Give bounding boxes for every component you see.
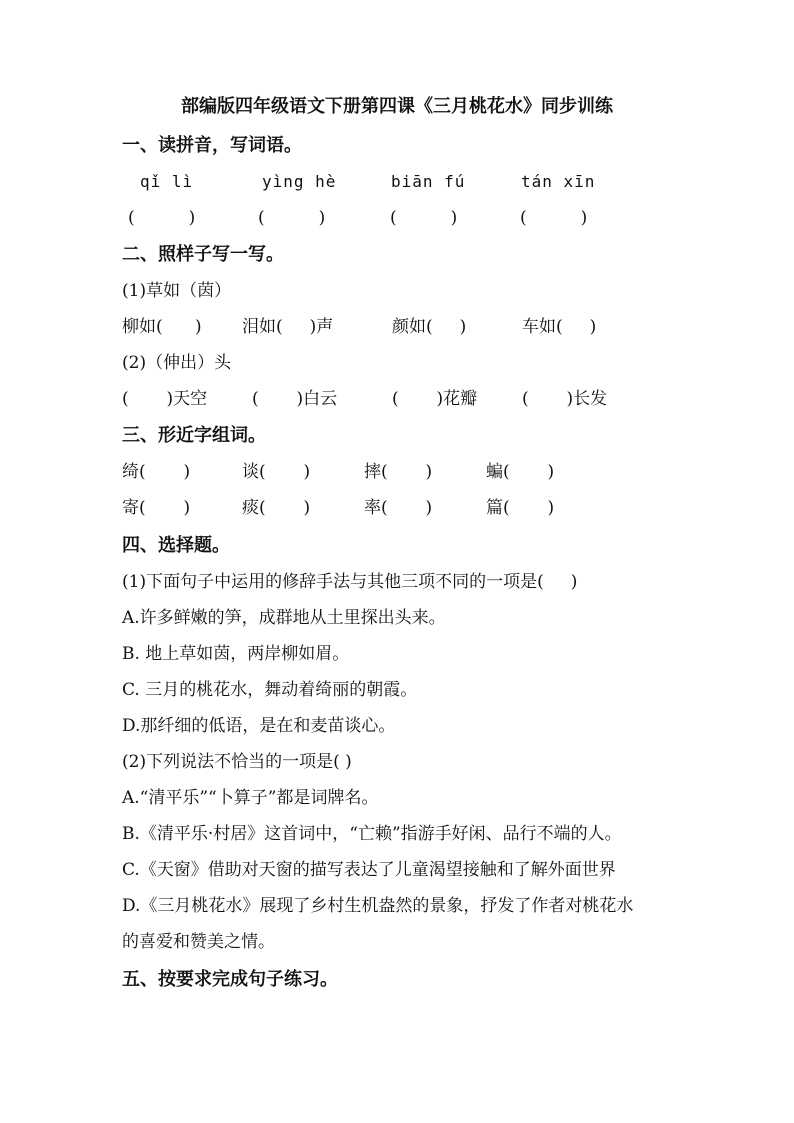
fill-item[interactable]: 颜如( ) <box>392 317 467 337</box>
fill-item[interactable]: 柳如( ) <box>122 317 202 337</box>
fill-item[interactable]: ( )长发 <box>522 389 608 409</box>
q1-option-a: A.许多鲜嫩的笋，成群地从土里探出头来。 <box>122 608 446 628</box>
section-2-heading: 二、照样子写一写。 <box>122 244 284 265</box>
fill-item[interactable]: ( )花瓣 <box>392 389 478 409</box>
question-2: (2)下列说法不恰当的一项是( ) <box>122 752 352 772</box>
q2-option-d: D.《三月桃花水》展现了乡村生机盎然的景象，抒发了作者对桃花水 <box>122 896 634 916</box>
q1-option-b: B. 地上草如茵，两岸柳如眉。 <box>122 644 350 664</box>
q2-option-d-continued: 的喜爱和赞美之情。 <box>122 932 275 952</box>
section-1-heading: 一、读拼音，写词语。 <box>122 135 302 156</box>
q2-option-b: B.《清平乐·村居》这首词中，“亡赖”指游手好闲、品行不端的人。 <box>122 824 622 844</box>
answer-blank-4[interactable]: ( ) <box>520 208 588 228</box>
word-group-item[interactable]: 蝙( ) <box>486 462 555 482</box>
q1-option-d: D.那纤细的低语，是在和麦苗谈心。 <box>122 716 396 736</box>
fill-item[interactable]: 车如( ) <box>522 317 597 337</box>
question-1: (1)下面句子中运用的修辞手法与其他三项不同的一项是( ) <box>122 572 578 592</box>
example-2: (2)（伸出）头 <box>122 353 232 373</box>
pinyin-2: yìng hè <box>262 172 337 191</box>
section-5-heading: 五、按要求完成句子练习。 <box>122 969 338 990</box>
pinyin-1: qǐ lì <box>140 172 194 191</box>
word-group-item[interactable]: 痰( ) <box>242 498 311 518</box>
pinyin-4: tán xīn <box>521 172 596 191</box>
page-title: 部编版四年级语文下册第四课《三月桃花水》同步训练 <box>181 96 613 117</box>
word-group-item[interactable]: 篇( ) <box>486 498 555 518</box>
answer-blank-1[interactable]: ( ) <box>128 208 196 228</box>
word-group-item[interactable]: 绮( ) <box>122 462 191 482</box>
word-group-item[interactable]: 摔( ) <box>364 462 433 482</box>
answer-blank-3[interactable]: ( ) <box>390 208 458 228</box>
q1-option-c: C. 三月的桃花水，舞动着绮丽的朝霞。 <box>122 680 418 700</box>
answer-blank-2[interactable]: ( ) <box>258 208 326 228</box>
section-3-heading: 三、形近字组词。 <box>122 425 266 446</box>
q2-option-a: A.“清平乐”“卜算子”都是词牌名。 <box>122 788 379 808</box>
example-1: (1)草如（茵） <box>122 281 232 301</box>
section-4-heading: 四、选择题。 <box>122 535 230 556</box>
word-group-item[interactable]: 寄( ) <box>122 498 191 518</box>
fill-item[interactable]: ( )白云 <box>252 389 338 409</box>
fill-item[interactable]: ( )天空 <box>122 389 208 409</box>
fill-item[interactable]: 泪如( )声 <box>242 317 334 337</box>
word-group-item[interactable]: 率( ) <box>364 498 433 518</box>
pinyin-3: biān fú <box>391 172 466 191</box>
word-group-item[interactable]: 谈( ) <box>242 462 311 482</box>
q2-option-c: C.《天窗》借助对天窗的描写表达了儿童渴望接触和了解外面世界 <box>122 860 616 880</box>
